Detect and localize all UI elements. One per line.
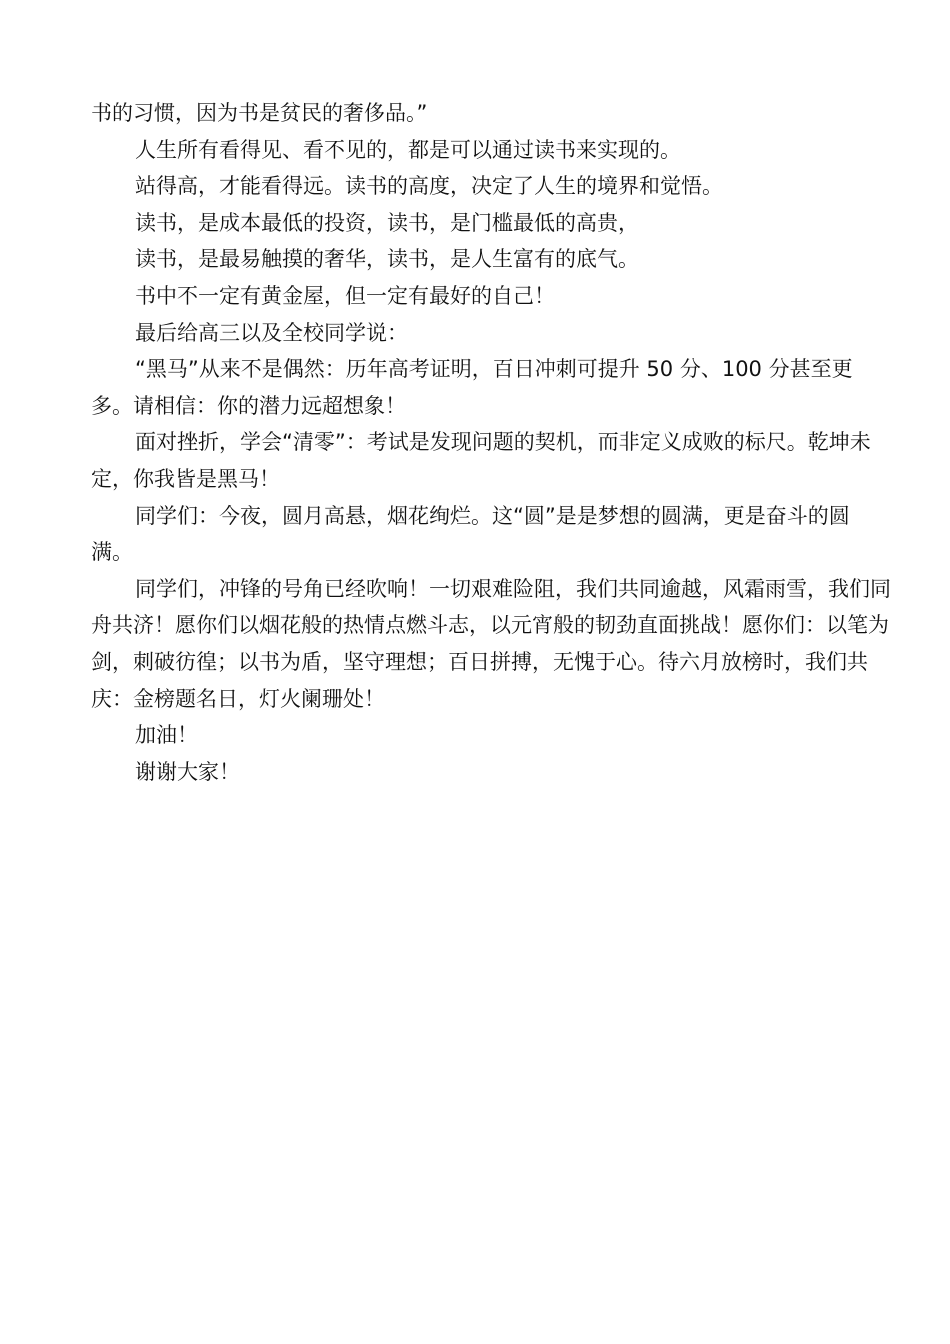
- paragraph: 加油！: [135, 723, 198, 748]
- document-body: [91, 95, 891, 790]
- paragraph-continued: 书的习惯，因为书是贫民的奢侈品。”: [91, 101, 428, 125]
- paragraph: 同学们：今夜，圆月高悬，烟花绚烂。这“圆”是是梦想的圆满，更是奋斗的圆满。: [91, 503, 850, 565]
- paragraph: 站得高，才能看得远。读书的高度，决定了人生的境界和觉悟。: [135, 174, 723, 199]
- paragraph: 同学们，冲锋的号角已经吹响！一切艰难险阻，我们共同逾越，风霜雨雪，我们同舟共济！愿你们以烟花般的热情点燃斗志，以元宵般的韧劲直面挑战！愿你们：以笔为剑，刺破彷徨；以书为盾，坚守理想；百日拼搏，无愧于心。待六月放榜时，我们共庆：金榜题名日，灯火阑珊处！: [91, 576, 891, 711]
- paragraph: 最后给高三以及全校同学说：: [135, 320, 408, 345]
- paragraph: 谢谢大家！: [135, 759, 240, 784]
- paragraph: 面对挫折，学会“清零”：考试是发现问题的契机，而非定义成败的标尺。乾坤未定，你我皆是黑马！: [91, 430, 871, 491]
- paragraph: 书中不一定有黄金屋，但一定有最好的自己！: [135, 283, 555, 308]
- paragraph: 读书，是最易触摸的奢华，读书，是人生富有的底气。: [135, 247, 639, 272]
- paragraph: “黑马”从来不是偶然：历年高考证明，百日冲刺可提升 50 分、100 分甚至更多。请相信：你的潜力远超想象！: [91, 357, 853, 418]
- paragraph: 读书，是成本最低的投资，读书，是门槛最低的高贵，: [135, 210, 639, 235]
- paragraph: 人生所有看得见、看不见的，都是可以通过读书来实现的。: [135, 137, 681, 162]
